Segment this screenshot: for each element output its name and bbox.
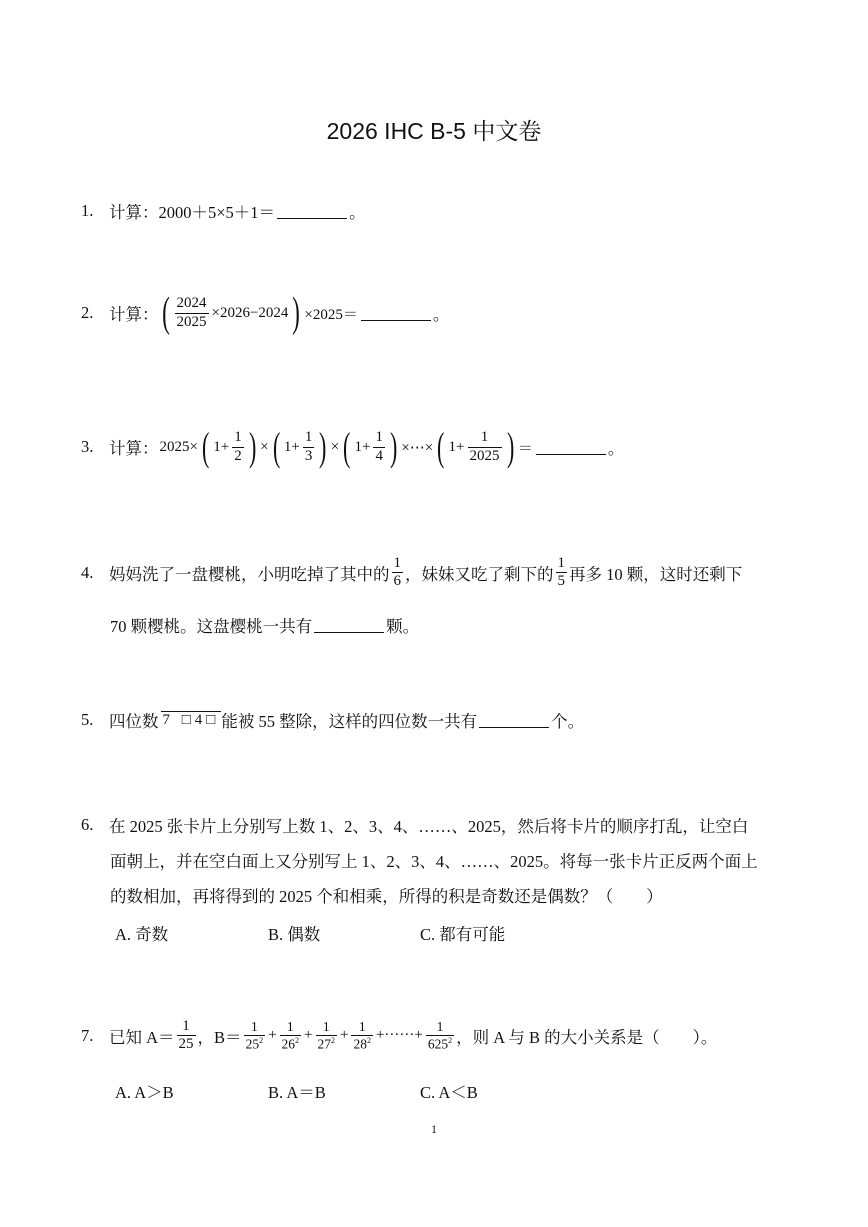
exponent: 2 [259,1036,264,1045]
page-title: 2026 IHC B-5 中文卷 [326,118,542,144]
expression: ×2026−2024 [211,304,289,321]
numerator: 1 [234,429,242,446]
question-text: 再多 10 颗，这时还剩下 [569,564,743,584]
times-sign: × [260,438,269,455]
fraction [303,429,315,465]
left-paren: ( [343,424,351,469]
numerator: 1 [480,429,489,446]
right-paren: ) [506,424,514,469]
question-tail: 。 [607,439,625,458]
right-paren: ) [319,424,327,469]
question-text: ，则 A 与 B 的大小关系是（ ）。 [456,1027,718,1047]
numerator: 1 [358,1019,366,1035]
denominator: 5 [557,573,565,590]
term-one: 1+ [448,438,465,455]
left-paren: ( [161,290,170,336]
fraction [426,1019,454,1052]
denominator [244,1035,266,1052]
numerator: 1 [250,1019,258,1035]
question-text: ，妹妹又吃了剩下的 [405,564,554,584]
numerator: 1 [304,429,313,446]
right-paren: ) [389,424,398,469]
question-1 [81,199,366,223]
option-a: A. A＞B [115,1083,174,1102]
expression: 2025× [159,438,198,455]
question-label: 计算： [109,439,159,458]
question-tail: 。 [349,203,366,222]
base: 25 [245,1036,260,1052]
option-a: A. 奇数 [115,925,169,944]
option-c: C. 都有可能 [420,925,506,944]
answer-blank [479,713,549,728]
question-number: 7. [81,1025,94,1045]
numerator: 2024 [176,295,207,312]
base: 28 [353,1036,367,1052]
numerator: 1 [182,1018,190,1034]
denominator [351,1035,373,1052]
question-label: 计算： [109,305,159,324]
left-paren: ( [437,424,445,469]
question-2 [81,292,449,334]
denominator: 4 [375,447,383,464]
question-6-line-2: 面朝上，并在空白面上又分别写上 1、2、3、4、……、2025。将每一张卡片正反两个面上 [110,852,758,871]
question-number: 2. [81,303,94,322]
term-one: 1+ [283,438,300,455]
left-paren: ( [272,424,280,469]
answer-blank [361,306,431,321]
base: 625 [427,1036,449,1052]
question-text: 在 2025 张卡片上分别写上数 1、2、3、4、……、2025，然后将卡片的顺序打乱，让空白 [109,817,749,836]
answer-blank [314,618,384,633]
fraction [280,1019,302,1052]
question-text: 70 颗樱桃。这盘樱桃一共有 [110,617,313,636]
question-5 [81,708,584,732]
denominator: 2025 [176,313,207,330]
question-text: 妈妈洗了一盘樱桃，小明吃掉了其中的 [109,564,390,584]
right-paren: ) [248,424,257,469]
ellipsis: ×⋯× [401,439,434,456]
base: 26 [281,1036,296,1052]
question-number: 5. [81,710,94,729]
numerator: 1 [436,1019,444,1035]
question-6 [81,813,748,837]
answer-blank [277,204,347,219]
exponent: 2 [448,1036,453,1045]
denominator: 25 [178,1036,194,1053]
question-tail: 。 [432,305,450,324]
denominator: 6 [393,573,401,590]
numerator: 1 [322,1019,330,1035]
denominator: 2 [234,447,242,464]
question-text: 已知 A＝ [109,1027,175,1047]
question-6-line-3: 的数相加，再将得到的 2025 个和相乘，所得的积是奇数还是偶数？（ ） [110,887,663,906]
fraction [232,429,244,465]
question-number: 6. [81,815,94,834]
expression: ×2025＝ [304,306,358,323]
numerator: 1 [393,555,401,571]
question-7 [81,1018,717,1054]
ellipsis: +······+ [375,1027,423,1044]
question-text: 能被 55 整除，这样的四位数一共有 [221,712,478,731]
question-tail: 颗。 [386,617,420,636]
fraction [175,295,209,331]
fraction [177,1018,196,1054]
denominator: 2025 [469,447,500,464]
numerator: 1 [375,429,383,446]
plus-sign: + [304,1027,313,1044]
question-text: 四位数 [109,712,159,731]
option-b: B. 偶数 [268,925,321,944]
denominator: 3 [304,447,313,464]
fraction [351,1019,373,1052]
exponent: 2 [295,1036,300,1045]
base: 27 [317,1036,331,1052]
four-digit-number: 7 □4□ [162,712,220,728]
right-paren: ) [292,290,301,336]
term-one: 1+ [354,438,371,455]
fraction [556,555,568,591]
fraction [392,555,404,591]
numerator: 1 [557,555,565,571]
times-sign: × [330,438,340,455]
question-number: 3. [81,437,94,456]
denominator [426,1035,454,1052]
equals-sign: ＝ [517,440,533,457]
page-number: 1 [431,1122,437,1136]
question-3 [81,424,625,469]
left-paren: ( [201,424,210,469]
exponent: 2 [331,1036,335,1045]
question-number: 1. [81,201,94,220]
question-text: 计算：2000＋5×5＋1＝ [109,203,276,222]
term-one: 1+ [213,438,230,455]
denominator [316,1035,338,1052]
exponent: 2 [366,1036,371,1045]
question-4-line-2 [110,613,419,637]
question-text: ，B＝ [197,1027,242,1047]
option-b: B. A＝B [268,1083,326,1102]
answer-blank [536,440,606,455]
fraction [373,429,385,465]
denominator [280,1035,302,1052]
plus-sign: + [268,1027,277,1044]
plus-sign: + [340,1027,349,1044]
question-tail: 个。 [551,712,585,731]
fraction [244,1019,266,1052]
fraction [468,429,502,465]
numerator: 1 [286,1019,294,1035]
question-4 [81,555,742,591]
question-number: 4. [81,562,94,582]
fraction [316,1019,338,1052]
option-c: C. A＜B [420,1083,478,1102]
